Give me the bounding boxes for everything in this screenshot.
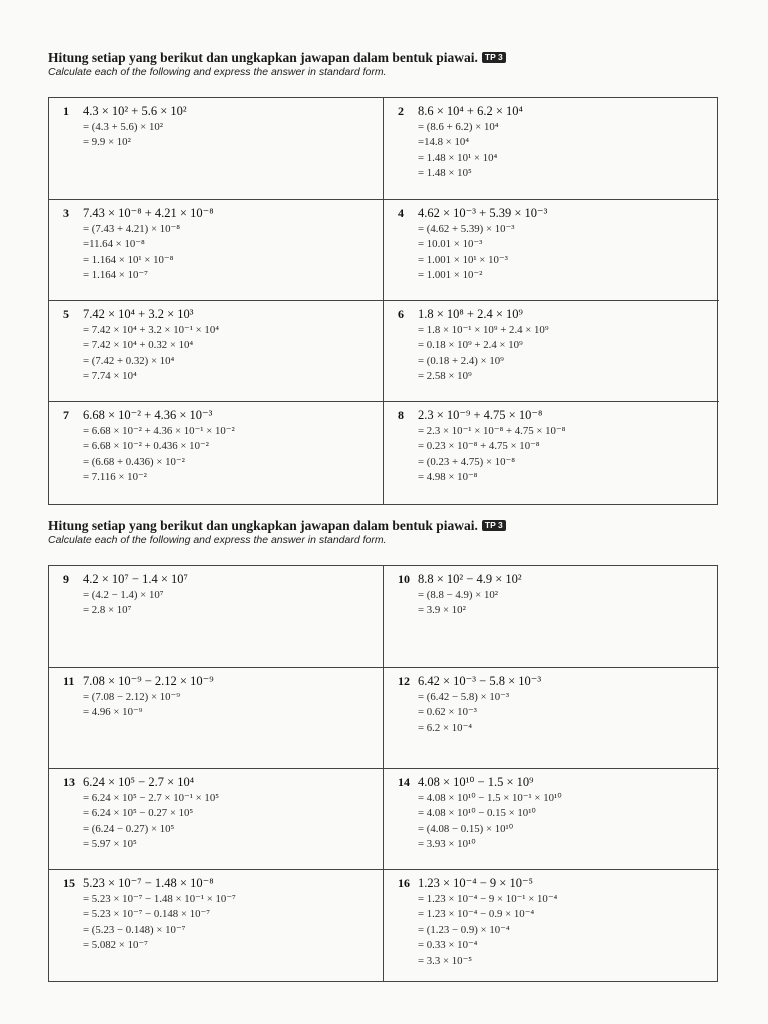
question-cell — [49, 402, 384, 504]
question-expression: 4.3 × 10² + 5.6 × 10² — [83, 104, 187, 118]
question-header — [398, 572, 719, 588]
working-step: = 1.48 × 10¹ × 10⁴ — [418, 151, 498, 164]
working-step: =11.64 × 10⁻⁸ — [83, 238, 145, 250]
working-step: = (7.42 + 0.32) × 10⁴ — [83, 354, 175, 367]
working-steps — [418, 222, 719, 284]
working-step: = (8.8 − 4.9) × 10² — [418, 588, 498, 601]
working-step: = (6.24 − 0.27) × 10⁵ — [83, 822, 175, 835]
question-cell — [384, 769, 719, 870]
question-expression: 1.8 × 10⁸ + 2.4 × 10⁹ — [418, 307, 523, 321]
working-step: = 1.48 × 10⁵ — [418, 167, 472, 179]
working-steps — [83, 323, 383, 385]
working-step: = 1.23 × 10⁻⁴ − 0.9 × 10⁻⁴ — [418, 908, 535, 920]
question-header — [63, 408, 383, 424]
working-step: = 7.42 × 10⁴ + 3.2 × 10⁻¹ × 10⁴ — [83, 323, 219, 336]
question-cell — [49, 98, 384, 200]
working-step: = 4.98 × 10⁻⁸ — [418, 471, 478, 483]
working-steps — [418, 892, 719, 970]
question-expression: 4.08 × 10¹⁰ − 1.5 × 10⁹ — [418, 775, 534, 789]
question-cell — [49, 301, 384, 402]
question-header — [398, 408, 719, 424]
working-step: = 3.93 × 10¹⁰ — [418, 838, 476, 850]
working-steps — [83, 222, 383, 284]
working-step: = 0.23 × 10⁻⁸ + 4.75 × 10⁻⁸ — [418, 440, 540, 452]
question-number: 14 — [398, 775, 410, 789]
working-step: = (4.3 + 5.6) × 10² — [83, 120, 163, 133]
question-number: 11 — [63, 674, 75, 688]
working-step: = (6.68 + 0.436) × 10⁻² — [83, 455, 185, 468]
question-expression: 7.43 × 10⁻⁸ + 4.21 × 10⁻⁸ — [83, 206, 214, 220]
question-cell — [384, 566, 719, 668]
tp-badge: TP 3 — [482, 52, 506, 63]
working-step: = 4.08 × 10¹⁰ − 0.15 × 10¹⁰ — [418, 807, 536, 819]
working-step: = 2.8 × 10⁷ — [83, 604, 132, 616]
question-cell — [49, 870, 384, 981]
section-1-title: Hitung setiap yang berikut dan ungkapkan jawapan dalam bentuk piawai. TP 3 — [48, 50, 506, 66]
question-expression: 2.3 × 10⁻⁹ + 4.75 × 10⁻⁸ — [418, 408, 543, 422]
question-expression: 4.2 × 10⁷ − 1.4 × 10⁷ — [83, 572, 188, 586]
working-step: = 3.9 × 10² — [418, 604, 466, 616]
question-header — [63, 674, 383, 690]
working-steps — [83, 690, 383, 721]
question-expression: 6.42 × 10⁻³ − 5.8 × 10⁻³ — [418, 674, 542, 688]
working-step: = (7.08 − 2.12) × 10⁻⁹ — [83, 690, 181, 703]
working-steps — [83, 791, 383, 853]
question-expression: 4.62 × 10⁻³ + 5.39 × 10⁻³ — [418, 206, 548, 220]
working-step: = (6.42 − 5.8) × 10⁻³ — [418, 690, 510, 703]
question-cell — [384, 870, 719, 981]
question-cell — [49, 200, 384, 301]
working-step: = (8.6 + 6.2) × 10⁴ — [418, 120, 499, 133]
tp-badge: TP 3 — [482, 520, 506, 531]
working-step: = (4.08 − 0.15) × 10¹⁰ — [418, 822, 514, 835]
working-steps — [418, 690, 719, 737]
working-step: = 1.164 × 10⁻⁷ — [83, 269, 148, 281]
working-step: = 5.97 × 10⁵ — [83, 838, 137, 850]
working-step: = 3.3 × 10⁻⁵ — [418, 954, 473, 967]
section-2-subtitle: Calculate each of the following and express the answer in standard form. — [48, 534, 387, 546]
working-step: = 6.24 × 10⁵ − 2.7 × 10⁻¹ × 10⁵ — [83, 791, 219, 804]
question-cell — [49, 769, 384, 870]
question-cell — [384, 98, 719, 200]
question-number: 13 — [63, 775, 75, 789]
question-cell — [384, 402, 719, 504]
working-step: =14.8 × 10⁴ — [418, 136, 470, 148]
working-step: = 1.23 × 10⁻⁴ − 9 × 10⁻¹ × 10⁻⁴ — [418, 892, 558, 905]
working-step: = 5.23 × 10⁻⁷ − 1.48 × 10⁻¹ × 10⁻⁷ — [83, 892, 236, 905]
question-cell — [384, 301, 719, 402]
section-1-subtitle: Calculate each of the following and express the answer in standard form. — [48, 66, 387, 78]
working-step: = 1.164 × 10¹ × 10⁻⁸ — [83, 253, 174, 266]
working-step: = 1.001 × 10¹ × 10⁻³ — [418, 253, 508, 266]
working-steps — [83, 120, 383, 151]
question-expression: 6.24 × 10⁵ − 2.7 × 10⁴ — [83, 775, 195, 789]
working-steps — [418, 120, 719, 182]
working-step: = 2.58 × 10⁹ — [418, 370, 472, 382]
working-steps — [83, 424, 383, 486]
working-step: = 1.8 × 10⁻¹ × 10⁹ + 2.4 × 10⁹ — [418, 323, 549, 336]
section-1-answer-grid — [48, 97, 718, 505]
question-number: 15 — [63, 876, 75, 890]
working-step: = 4.08 × 10¹⁰ − 1.5 × 10⁻¹ × 10¹⁰ — [418, 791, 562, 804]
working-steps — [83, 588, 383, 619]
question-cell — [49, 566, 384, 668]
question-header — [63, 876, 383, 892]
question-number: 9 — [63, 572, 69, 586]
working-step: = 6.2 × 10⁻⁴ — [418, 721, 473, 734]
working-step: = (4.2 − 1.4) × 10⁷ — [83, 588, 164, 601]
working-step: = 7.116 × 10⁻² — [83, 471, 147, 483]
question-number: 3 — [63, 206, 69, 220]
working-step: = 4.96 × 10⁻⁹ — [83, 706, 143, 718]
question-number: 5 — [63, 307, 69, 321]
section-2-title: Hitung setiap yang berikut dan ungkapkan jawapan dalam bentuk piawai. TP 3 — [48, 518, 506, 534]
question-cell — [384, 200, 719, 301]
question-number: 4 — [398, 206, 404, 220]
question-expression: 8.6 × 10⁴ + 6.2 × 10⁴ — [418, 104, 523, 118]
working-step: = (7.43 + 4.21) × 10⁻⁸ — [83, 222, 181, 235]
section-2-header — [48, 518, 506, 547]
question-number: 1 — [63, 104, 69, 118]
question-expression: 7.08 × 10⁻⁹ − 2.12 × 10⁻⁹ — [83, 674, 214, 688]
working-step: = 2.3 × 10⁻¹ × 10⁻⁸ + 4.75 × 10⁻⁸ — [418, 424, 566, 437]
working-step: = 6.68 × 10⁻² + 0.436 × 10⁻² — [83, 440, 209, 452]
question-header — [398, 876, 719, 892]
question-header — [63, 307, 383, 323]
working-step: = 5.23 × 10⁻⁷ − 0.148 × 10⁻⁷ — [83, 908, 210, 920]
working-step: = 6.24 × 10⁵ − 0.27 × 10⁵ — [83, 807, 194, 819]
question-cell — [384, 668, 719, 769]
working-step: = 1.001 × 10⁻² — [418, 269, 483, 281]
working-steps — [418, 588, 719, 619]
working-steps — [418, 791, 719, 853]
question-header — [63, 775, 383, 791]
question-expression: 1.23 × 10⁻⁴ − 9 × 10⁻⁵ — [418, 876, 533, 890]
question-header — [63, 206, 383, 222]
working-step: = (1.23 − 0.9) × 10⁻⁴ — [418, 923, 510, 936]
question-number: 7 — [63, 408, 69, 422]
working-step: = 0.62 × 10⁻³ — [418, 706, 477, 718]
working-steps — [418, 323, 719, 385]
question-number: 2 — [398, 104, 404, 118]
question-number: 6 — [398, 307, 404, 321]
question-expression: 5.23 × 10⁻⁷ − 1.48 × 10⁻⁸ — [83, 876, 214, 890]
working-step: = (4.62 + 5.39) × 10⁻³ — [418, 222, 515, 235]
working-step: = 7.42 × 10⁴ + 0.32 × 10⁴ — [83, 339, 194, 351]
section-1-header — [48, 50, 506, 79]
question-expression: 8.8 × 10² − 4.9 × 10² — [418, 572, 522, 586]
working-step: = 0.33 × 10⁻⁴ — [418, 939, 478, 951]
working-step: = 6.68 × 10⁻² + 4.36 × 10⁻¹ × 10⁻² — [83, 424, 235, 437]
working-step: = 10.01 × 10⁻³ — [418, 238, 483, 250]
question-header — [63, 104, 383, 120]
working-step: = 0.18 × 10⁹ + 2.4 × 10⁹ — [418, 339, 523, 351]
question-header — [398, 206, 719, 222]
working-step: = (5.23 − 0.148) × 10⁻⁷ — [83, 923, 186, 936]
working-steps — [83, 892, 383, 954]
question-header — [398, 307, 719, 323]
working-step: = 9.9 × 10² — [83, 136, 131, 148]
question-number: 8 — [398, 408, 404, 422]
question-header — [398, 104, 719, 120]
working-step: = 5.082 × 10⁻⁷ — [83, 939, 148, 951]
working-step: = (0.18 + 2.4) × 10⁹ — [418, 354, 504, 367]
section-2-answer-grid — [48, 565, 718, 982]
question-expression: 6.68 × 10⁻² + 4.36 × 10⁻³ — [83, 408, 213, 422]
question-cell — [49, 668, 384, 769]
question-number: 12 — [398, 674, 410, 688]
question-number: 10 — [398, 572, 410, 586]
question-number: 16 — [398, 876, 410, 890]
question-header — [398, 775, 719, 791]
question-expression: 7.42 × 10⁴ + 3.2 × 10³ — [83, 307, 194, 321]
question-header — [63, 572, 383, 588]
question-header — [398, 674, 719, 690]
working-steps — [418, 424, 719, 486]
working-step: = (0.23 + 4.75) × 10⁻⁸ — [418, 455, 516, 468]
working-step: = 7.74 × 10⁴ — [83, 370, 137, 382]
